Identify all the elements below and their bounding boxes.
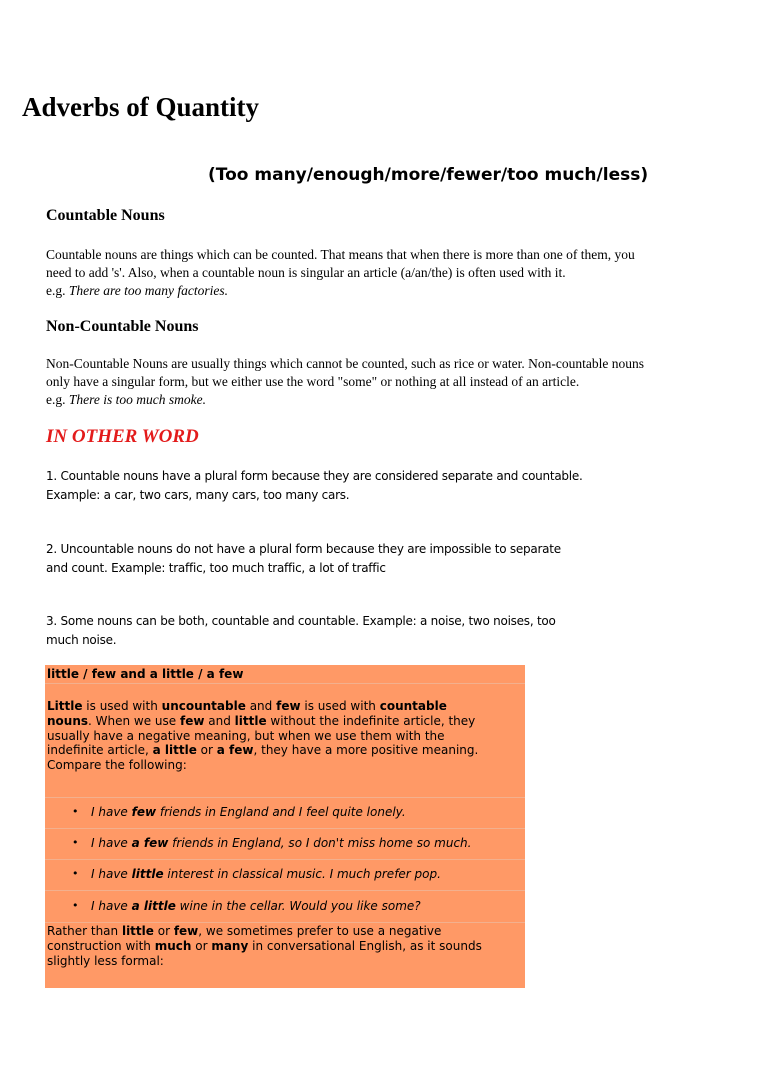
example-row-3 bbox=[45, 859, 525, 891]
example-text: There is too much smoke. bbox=[68, 392, 206, 407]
text-run: construction with bbox=[47, 938, 155, 953]
note-line: and count. Example: traffic, too much traffic, a lot of traffic bbox=[46, 561, 386, 575]
countable-example bbox=[46, 282, 746, 300]
note-line: much noise. bbox=[46, 633, 117, 647]
countable-line-2: need to add 's'. Also, when a countable noun is singular an article (a/an/the) is often used with it. bbox=[46, 265, 566, 280]
text-run: , we sometimes prefer to use a negative bbox=[198, 924, 442, 938]
text-run: interest in classical music. I much prefer pop. bbox=[163, 867, 441, 881]
text-run: I have bbox=[91, 836, 132, 850]
bold-term: little bbox=[234, 713, 267, 728]
example-prefix: e.g. bbox=[46, 392, 69, 407]
text-run: is used with bbox=[300, 699, 380, 713]
bold-term: little bbox=[121, 924, 154, 938]
bold-term: Little bbox=[47, 699, 83, 713]
countable-line-1: Countable nouns are things which can be counted. That means that when there is more than one of them, you bbox=[46, 247, 635, 262]
text-run: in conversational English, as it sounds bbox=[248, 938, 482, 953]
example-text-3 bbox=[91, 867, 441, 882]
note-item-3 bbox=[46, 612, 636, 650]
text-run: and bbox=[204, 713, 235, 728]
text-run: I have bbox=[91, 899, 132, 913]
page-subtitle: (Too many/enough/more/fewer/too much/less) bbox=[208, 165, 649, 185]
example-row-1 bbox=[45, 797, 525, 829]
box-intro bbox=[47, 699, 521, 773]
box-intro-row bbox=[45, 683, 525, 798]
text-run: and bbox=[245, 699, 277, 713]
text-run: I have bbox=[91, 805, 132, 819]
bold-term: a little bbox=[152, 743, 197, 758]
note-item-1 bbox=[46, 467, 636, 505]
box-heading: little / few and a little / a few bbox=[47, 667, 244, 681]
note-line: 3. Some nouns can be both, countable and countable. Example: a noise, two noises, too bbox=[46, 614, 556, 628]
text-run: indefinite article, bbox=[47, 743, 153, 758]
noncountable-paragraph bbox=[46, 355, 746, 409]
bold-term: few bbox=[173, 924, 199, 938]
noncountable-heading: Non-Countable Nouns bbox=[46, 318, 199, 335]
text-run: without the indefinite article, they bbox=[266, 713, 476, 728]
example-row-4 bbox=[45, 890, 525, 923]
text-run: or bbox=[153, 924, 174, 938]
bold-term: a few bbox=[216, 743, 254, 758]
bullet-icon: • bbox=[72, 899, 79, 912]
text-run: I have bbox=[91, 867, 132, 881]
noncountable-line-2: only have a singular form, but we either use the word "some" or nothing at all instead of an article. bbox=[46, 374, 580, 389]
page-title: Adverbs of Quantity bbox=[22, 92, 260, 122]
bold-term: countable bbox=[379, 699, 447, 713]
countable-heading: Countable Nouns bbox=[46, 207, 165, 224]
intro-line-3: usually have a negative meaning, but when we use them with the bbox=[47, 728, 445, 743]
bold-term: much bbox=[154, 938, 192, 953]
bullet-icon: • bbox=[72, 867, 79, 880]
text-run: is used with bbox=[82, 699, 162, 713]
bold-term: a little bbox=[131, 899, 176, 913]
example-text-4 bbox=[91, 899, 421, 914]
bullet-icon: • bbox=[72, 836, 79, 849]
intro-line-1 bbox=[47, 699, 521, 714]
text-run: friends in England, so I don't miss home so much. bbox=[168, 836, 472, 850]
noncountable-line-1: Non-Countable Nouns are usually things which cannot be counted, such as rice or water. Non-countable nouns bbox=[46, 356, 644, 371]
example-prefix: e.g. bbox=[46, 283, 69, 298]
noncountable-example bbox=[46, 391, 746, 409]
intro-line-5: Compare the following: bbox=[47, 758, 187, 773]
text-run: , they have a more positive meaning. bbox=[253, 743, 479, 758]
note-item-2 bbox=[46, 540, 636, 578]
bold-term: many bbox=[211, 938, 249, 953]
bold-term: few bbox=[179, 713, 205, 728]
note-line: 2. Uncountable nouns do not have a plural form because they are impossible to separate bbox=[46, 542, 561, 556]
little-few-box bbox=[45, 665, 525, 988]
bold-term: few bbox=[276, 699, 301, 713]
text-run: . When we use bbox=[88, 713, 180, 728]
bold-term: little bbox=[131, 867, 164, 881]
text-run: friends in England and I feel quite lonely. bbox=[156, 805, 406, 819]
note-line: 1. Countable nouns have a plural form because they are considered separate and countable. bbox=[46, 469, 583, 483]
text-run: or bbox=[191, 938, 212, 953]
text-run: Rather than bbox=[47, 924, 122, 938]
note-line: Example: a car, two cars, many cars, too many cars. bbox=[46, 488, 350, 502]
example-text: There are too many factories. bbox=[68, 283, 228, 298]
bullet-icon: • bbox=[72, 805, 79, 818]
intro-line-4 bbox=[47, 743, 521, 758]
bold-term: nouns bbox=[47, 713, 89, 728]
example-text-2 bbox=[91, 836, 471, 851]
countable-paragraph bbox=[46, 246, 746, 300]
bold-term: a few bbox=[131, 836, 169, 850]
outro-line-3: slightly less formal: bbox=[47, 953, 164, 968]
text-run: wine in the cellar. Would you like some? bbox=[175, 899, 421, 913]
bold-term: few bbox=[131, 805, 157, 819]
bold-term: uncountable bbox=[161, 699, 246, 713]
text-run: or bbox=[196, 743, 217, 758]
box-outro bbox=[47, 924, 521, 968]
outro-line-2 bbox=[47, 939, 521, 954]
example-row-2 bbox=[45, 828, 525, 860]
box-outro-row bbox=[45, 922, 525, 988]
outro-line-1 bbox=[47, 924, 521, 939]
example-text-1 bbox=[91, 805, 406, 820]
other-word-heading: IN OTHER WORD bbox=[46, 426, 199, 447]
box-heading-row bbox=[45, 665, 525, 684]
intro-line-2 bbox=[47, 714, 521, 729]
